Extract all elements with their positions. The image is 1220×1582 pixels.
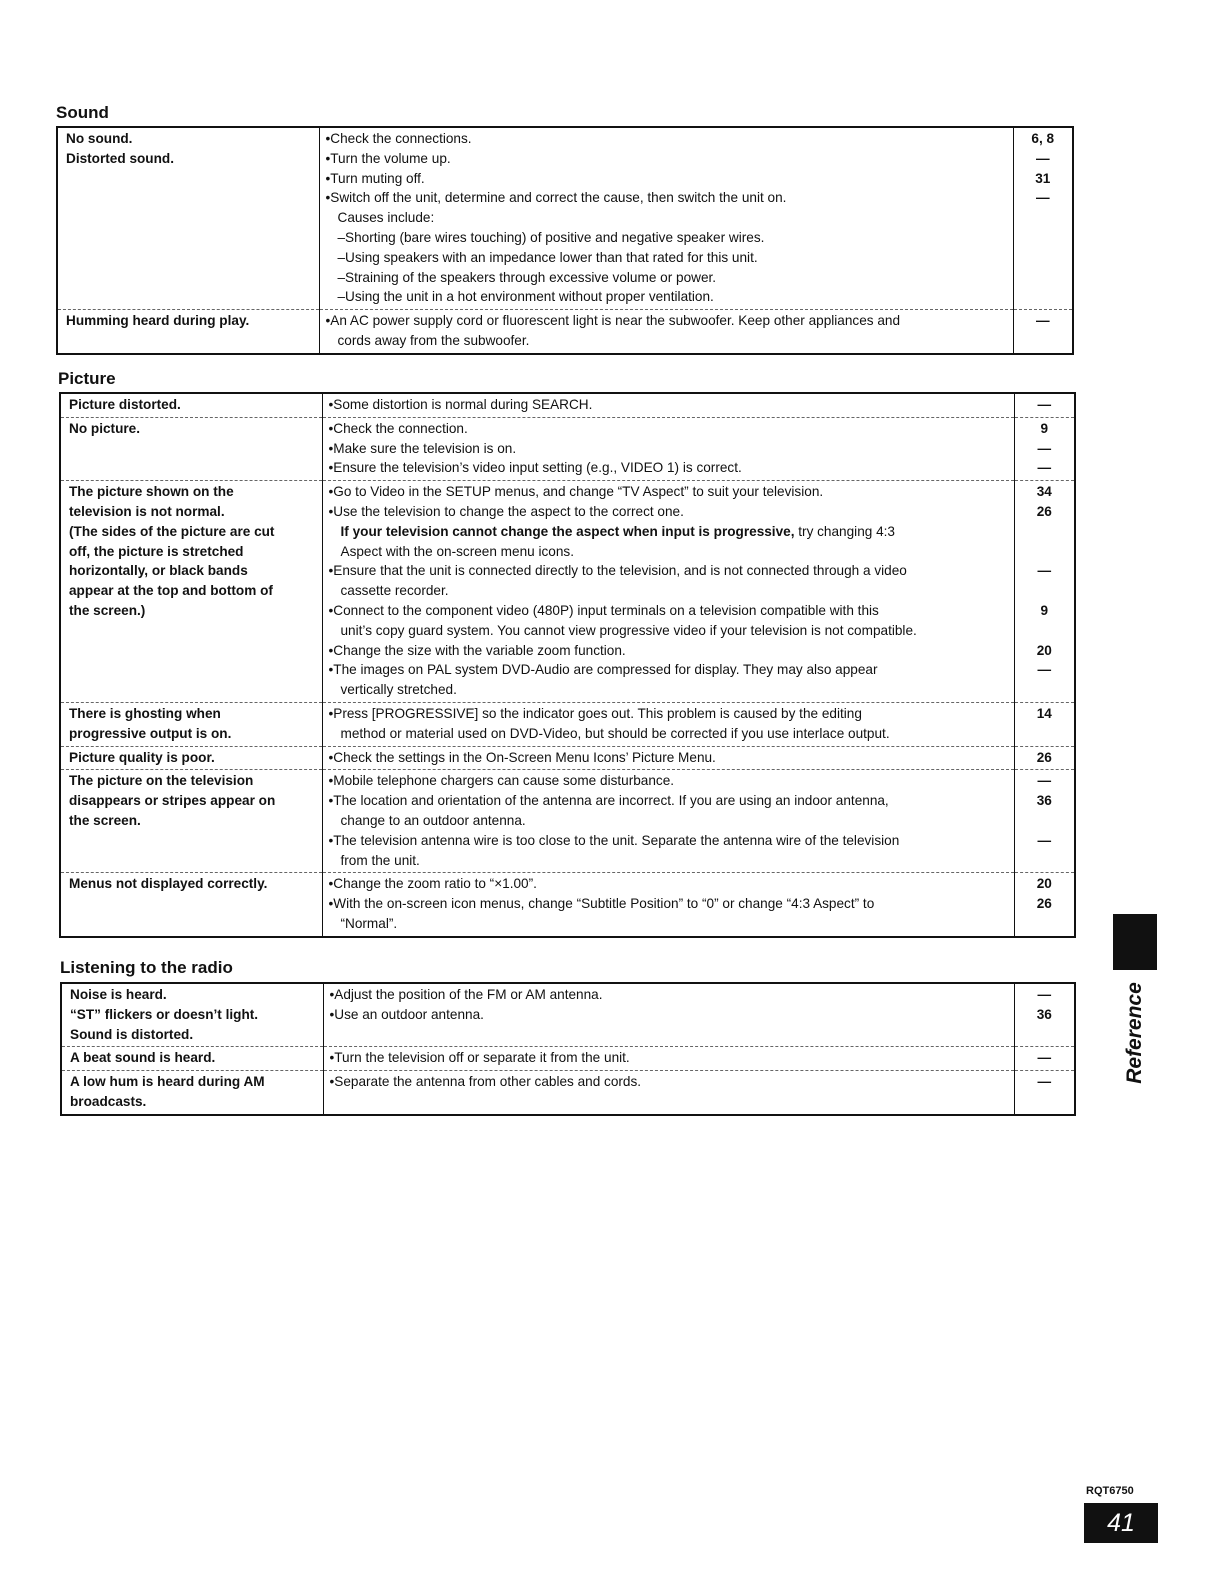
reference-page: 26	[1036, 896, 1052, 912]
solution-line: •Switch off the unit, determine and correct the cause, then switch the unit on.	[325, 190, 787, 206]
table-row	[60, 393, 1075, 417]
reference-page: 34	[1036, 484, 1052, 500]
page-number: 41	[1084, 1503, 1158, 1543]
reference-page	[1017, 621, 1073, 641]
problem-text: off, the picture is stretched	[69, 543, 244, 559]
problem-text: “ST” flickers or doesn’t light.	[70, 1006, 259, 1022]
reference-page: —	[1037, 460, 1052, 476]
solution-cell	[323, 1047, 1014, 1071]
problem-cell	[60, 481, 322, 703]
reference-page: 20	[1036, 642, 1052, 658]
table-row	[61, 1047, 1075, 1071]
solution-line: •Turn the volume up.	[325, 150, 451, 166]
problem-text: The picture on the television	[69, 773, 254, 789]
problem-cell	[57, 127, 319, 310]
solution-line: •Check the settings in the On-Screen Menu Icons’ Picture Menu.	[328, 749, 716, 765]
solution-line: •Adjust the position of the FM or AM antenna.	[329, 987, 603, 1002]
problem-text: Humming heard during play.	[66, 313, 250, 329]
reference-page-cell	[1014, 1047, 1075, 1071]
problem-text: The picture shown on the	[69, 484, 234, 500]
reference-page-cell	[1014, 481, 1075, 703]
reference-page: —	[1035, 190, 1050, 206]
solution-line: •Check the connection.	[328, 420, 468, 436]
solution-line: unit’s copy guard system. You cannot view progressive video if your television is not compatible.	[340, 622, 917, 638]
reference-page: —	[1037, 440, 1052, 456]
reference-page-cell	[1014, 746, 1075, 770]
table-row	[60, 481, 1075, 703]
problem-cell	[61, 983, 323, 1047]
solution-line: –Using speakers with an impedance lower than that rated for this unit.	[337, 249, 758, 265]
solution-line: •Some distortion is normal during SEARCH.	[328, 397, 593, 412]
solution-line: •Turn the television off or separate it from the unit.	[329, 1050, 630, 1066]
reference-page: —	[1037, 1050, 1052, 1066]
solution-line: –Shorting (bare wires touching) of positive and negative speaker wires.	[337, 229, 765, 245]
reference-page	[1017, 542, 1073, 562]
problem-text: progressive output is on.	[69, 725, 232, 741]
table-row	[60, 417, 1075, 480]
section-title-sound: Sound	[56, 103, 109, 122]
reference-page: —	[1037, 662, 1052, 678]
reference-page: —	[1037, 773, 1052, 789]
problem-text: Picture distorted.	[69, 397, 181, 412]
problem-text: Distorted sound.	[66, 150, 174, 166]
solution-line: •Make sure the television is on.	[328, 440, 517, 456]
table-row	[57, 127, 1073, 310]
reference-page-cell	[1014, 702, 1075, 746]
problem-cell	[61, 1071, 323, 1115]
solution-line: •Change the size with the variable zoom function.	[328, 642, 626, 658]
solution-cell	[322, 417, 1014, 480]
solution-line: cords away from the subwoofer.	[337, 332, 530, 348]
problem-text: television is not normal.	[69, 503, 225, 519]
reference-page-cell	[1014, 417, 1075, 480]
solution-line: change to an outdoor antenna.	[340, 812, 526, 828]
reference-page-cell	[1013, 127, 1073, 310]
table-row	[57, 310, 1073, 354]
reference-page: 6, 8	[1031, 131, 1055, 146]
solution-cell	[322, 393, 1014, 417]
problem-text: Picture quality is poor.	[69, 749, 215, 765]
reference-page-cell	[1013, 310, 1073, 354]
problem-cell	[57, 310, 319, 354]
reference-page: 26	[1036, 749, 1052, 765]
solution-cell	[323, 1071, 1014, 1115]
problem-text: the screen.	[69, 812, 141, 828]
reference-page: —	[1037, 1074, 1052, 1090]
reference-page: —	[1037, 987, 1052, 1002]
reference-page	[1017, 851, 1073, 871]
reference-page	[1017, 914, 1073, 934]
problem-text: appear at the top and bottom of	[69, 583, 273, 599]
problem-text: There is ghosting when	[69, 705, 221, 721]
solution-line: •Separate the antenna from other cables and cords.	[329, 1074, 642, 1090]
solution-line: •Connect to the component video (480P) input terminals on a television compatible with this	[328, 602, 879, 618]
reference-page: 14	[1036, 705, 1052, 721]
reference-page: 9	[1040, 602, 1049, 618]
section-title-picture: Picture	[58, 369, 116, 388]
section-title-radio: Listening to the radio	[60, 958, 233, 977]
solution-line: –Using the unit in a hot environment without proper ventilation.	[337, 289, 714, 305]
reference-tab-label: Reference	[1123, 982, 1146, 1084]
picture-table	[59, 392, 1076, 938]
problem-text: Sound is distorted.	[70, 1026, 194, 1042]
solution-line: Causes include:	[337, 210, 435, 226]
solution-line: •The images on PAL system DVD-Audio are compressed for display. They may also appear	[328, 662, 878, 678]
reference-page: 36	[1036, 793, 1052, 809]
reference-page	[1016, 268, 1071, 288]
sound-table	[56, 126, 1074, 355]
table-row	[60, 873, 1075, 937]
solution-emphasis: If your television cannot change the aspect when input is progressive,	[340, 523, 795, 539]
table-row	[61, 983, 1075, 1047]
solution-line: •The location and orientation of the antenna are incorrect. If you are using an indoor antenna,	[328, 793, 889, 809]
problem-text: No sound.	[66, 131, 133, 146]
reference-page: —	[1037, 397, 1052, 412]
solution-line: •Use the television to change the aspect to the correct one.	[328, 503, 684, 519]
solution-line: •Ensure the television’s video input setting (e.g., VIDEO 1) is correct.	[328, 460, 742, 476]
problem-text: Noise is heard.	[70, 987, 167, 1002]
solution-line: “Normal”.	[340, 915, 398, 931]
reference-page	[1017, 522, 1073, 542]
solution-line: method or material used on DVD-Video, but should be corrected if you use interlace output.	[340, 725, 890, 741]
problem-text: A beat sound is heard.	[70, 1050, 216, 1066]
reference-page-cell	[1014, 770, 1075, 873]
reference-page	[1017, 680, 1073, 700]
solution-text: try changing 4:3	[794, 523, 895, 539]
problem-cell	[60, 770, 322, 873]
problem-text: A low hum is heard during AM	[70, 1074, 265, 1090]
solution-cell	[322, 770, 1014, 873]
reference-page: —	[1037, 563, 1052, 579]
table-row	[60, 746, 1075, 770]
problem-cell	[60, 746, 322, 770]
radio-table	[60, 982, 1076, 1116]
reference-page-cell	[1014, 873, 1075, 937]
reference-page: 20	[1036, 876, 1052, 892]
solution-line: cassette recorder.	[340, 583, 449, 599]
solution-line: •Go to Video in the SETUP menus, and change “TV Aspect” to suit your television.	[328, 484, 824, 500]
reference-tab-marker	[1113, 914, 1157, 970]
problem-text: (The sides of the picture are cut	[69, 523, 275, 539]
reference-page: —	[1035, 313, 1050, 329]
problem-text: horizontally, or black bands	[69, 563, 248, 579]
solution-line: vertically stretched.	[340, 682, 457, 698]
solution-line: •With the on-screen icon menus, change “Subtitle Position” to “0” or change “4:3 Aspect” to	[328, 896, 875, 912]
reference-page	[1016, 248, 1071, 268]
problem-text: the screen.)	[69, 602, 146, 618]
solution-line: •Use an outdoor antenna.	[329, 1006, 484, 1022]
reference-page-cell	[1014, 393, 1075, 417]
problem-text: Menus not displayed correctly.	[69, 876, 268, 892]
solution-cell	[322, 481, 1014, 703]
reference-page	[1016, 228, 1071, 248]
reference-page: 31	[1035, 170, 1051, 186]
solution-line: –Straining of the speakers through excessive volume or power.	[337, 269, 717, 285]
problem-text: broadcasts.	[70, 1093, 147, 1109]
table-row	[60, 702, 1075, 746]
table-row	[60, 770, 1075, 873]
reference-page-cell	[1014, 983, 1075, 1047]
document-code: RQT6750	[1086, 1485, 1134, 1497]
reference-page	[1017, 581, 1073, 601]
problem-cell	[61, 1047, 323, 1071]
solution-cell	[322, 702, 1014, 746]
problem-cell	[60, 873, 322, 937]
table-row	[61, 1071, 1075, 1115]
reference-page	[1016, 208, 1071, 228]
solution-cell	[323, 983, 1014, 1047]
reference-page	[1016, 331, 1071, 351]
reference-page	[1016, 287, 1071, 307]
solution-line: •Check the connections.	[325, 131, 472, 146]
problem-text: disappears or stripes appear on	[69, 793, 276, 809]
solution-cell	[322, 746, 1014, 770]
solution-line: Aspect with the on-screen menu icons.	[340, 543, 574, 559]
problem-cell	[60, 702, 322, 746]
reference-page: 26	[1036, 503, 1052, 519]
reference-page	[1017, 811, 1073, 831]
solution-line: •Press [PROGRESSIVE] so the indicator goes out. This problem is caused by the editing	[328, 705, 862, 721]
reference-page	[1017, 724, 1073, 744]
problem-cell	[60, 393, 322, 417]
solution-line: •Ensure that the unit is connected directly to the television, and is not connected through a video	[328, 563, 907, 579]
solution-line: •Mobile telephone chargers can cause some disturbance.	[328, 773, 675, 789]
reference-page: 36	[1036, 1006, 1052, 1022]
solution-line: •An AC power supply cord or fluorescent light is near the subwoofer. Keep other appliances and	[325, 313, 901, 329]
reference-page: —	[1035, 150, 1050, 166]
reference-page-cell	[1014, 1071, 1075, 1115]
solution-line: •Change the zoom ratio to “×1.00”.	[328, 876, 537, 892]
solution-cell	[322, 873, 1014, 937]
solution-line: •Turn muting off.	[325, 170, 425, 186]
solution-line: from the unit.	[340, 852, 420, 868]
problem-text: No picture.	[69, 420, 140, 436]
reference-page: 9	[1040, 420, 1049, 436]
solution-cell	[319, 310, 1013, 354]
solution-line	[329, 522, 1010, 542]
solution-cell	[319, 127, 1013, 310]
problem-cell	[60, 417, 322, 480]
reference-page: —	[1037, 832, 1052, 848]
solution-line: •The television antenna wire is too close to the unit. Separate the antenna wire of the television	[328, 832, 900, 848]
